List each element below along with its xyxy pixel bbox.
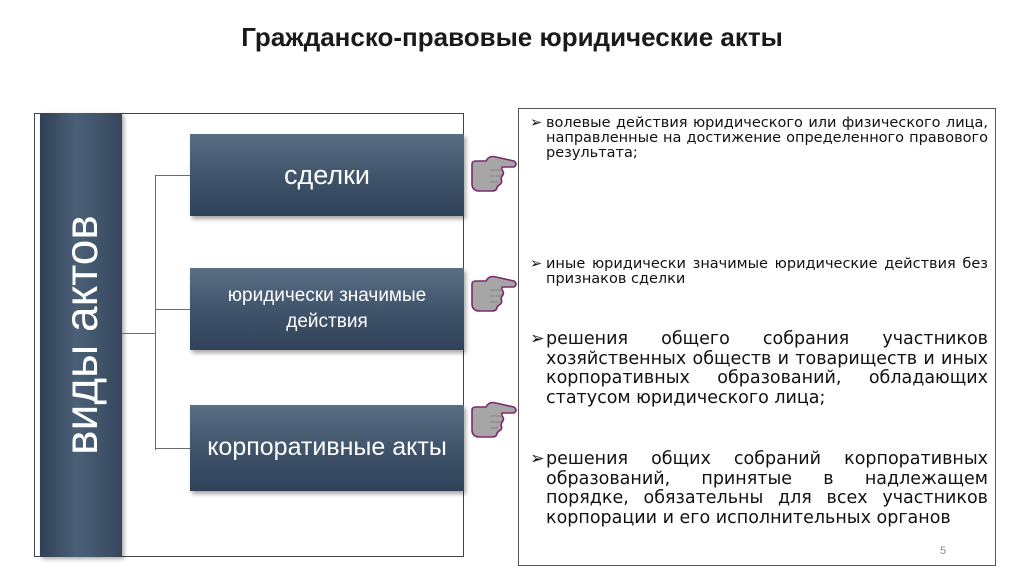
pointing-hand-icon (470, 272, 518, 312)
page-title: Гражданско-правовые юридические акты (241, 22, 783, 52)
pointing-hand-icon (470, 398, 518, 438)
act-types-label: виды актов (55, 215, 107, 455)
description-item (530, 257, 988, 287)
description-text: решения общего собрания участников хозяйственных обществ и товариществ и иных корпоративных образований, обладающих статусом юридического лица; (546, 329, 988, 408)
connector-spine (155, 175, 156, 450)
connector-branch-2 (155, 309, 190, 310)
box-transactions-label: сделки (283, 159, 371, 190)
box-corporate-acts (190, 405, 464, 491)
description-text: решения общих собраний корпоративных образований, принятые в надлежащем порядке, обязательны для всех участников корпорации и его исполнительных органов (546, 449, 988, 528)
connector-branch-1 (155, 175, 190, 176)
box-corporate-acts-label: корпоративные акты (207, 433, 447, 462)
page-number: 5 (940, 545, 947, 557)
description-item (530, 330, 988, 408)
description-text: иные юридически значимые юридические действия без признаков сделки (546, 256, 988, 287)
connector-trunk (122, 333, 155, 334)
arrow-bullet-icon: ➢ (530, 449, 545, 469)
box-legal-actions (190, 268, 464, 350)
box-transactions (190, 134, 464, 216)
arrow-bullet-icon: ➢ (530, 115, 543, 131)
description-text: волевые действия юридического или физического лица, направленные на достижение определенного правового результата; (546, 115, 988, 161)
description-item (530, 116, 988, 161)
box-legal-actions-label: юридически значимые действия (227, 285, 427, 332)
arrow-bullet-icon: ➢ (530, 256, 543, 272)
arrow-bullet-icon: ➢ (530, 329, 545, 349)
connector-branch-3 (155, 448, 190, 449)
description-item (530, 450, 988, 528)
pointing-hand-icon (470, 152, 518, 192)
